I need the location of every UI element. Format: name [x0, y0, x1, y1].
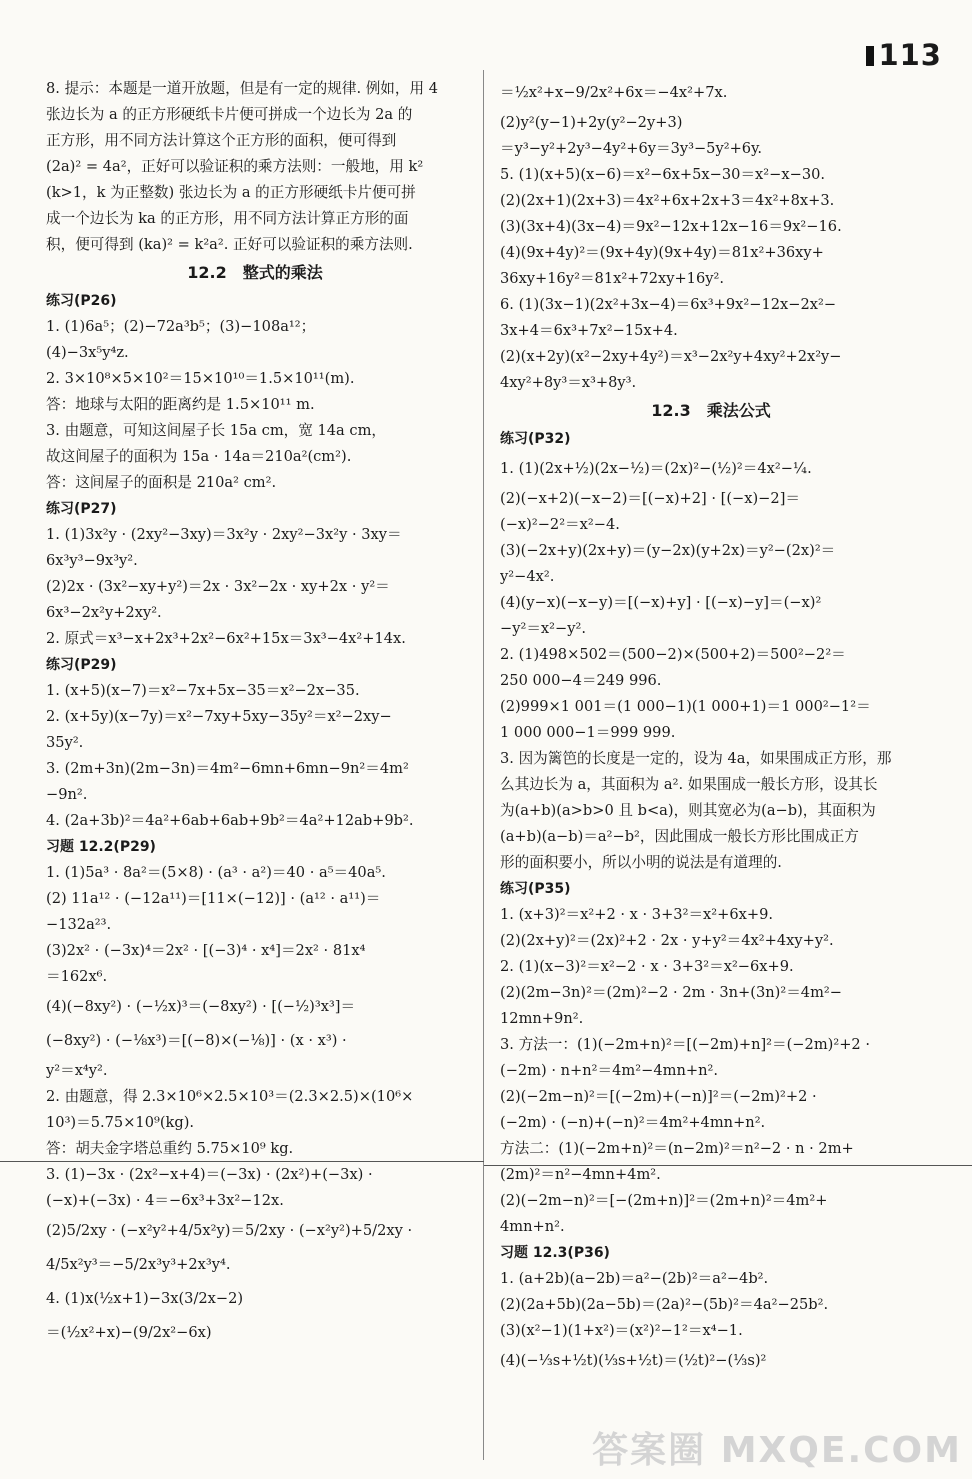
answer-line: −9n².	[46, 786, 88, 803]
right-column	[500, 76, 922, 1378]
answer-line: (−8xy²) · (−⅛x³)＝[(−8)×(−⅛)] · (x · x³) ·	[46, 1032, 347, 1049]
answer-line: (2)y²(y−1)+2y(y²−2y+3)	[500, 114, 683, 131]
answer-line: (2)(−2m−n)²＝[−(2m+n)]²＝(2m+n)²＝4m²+	[500, 1192, 828, 1209]
answer-line: (4)−3x⁵y⁴z.	[46, 344, 129, 361]
answer-line: 正方形，用不同方法计算这个正方形的面积，便可得到	[46, 132, 397, 149]
answer-line: 么其边长为 a，其面积为 a². 如果围成一般长方形，设其长	[500, 776, 878, 793]
answer-line: (a+b)(a−b)＝a²−b²，因此围成一般长方形比围成正方	[500, 828, 859, 845]
answer-line: 3x+4＝6x³+7x²−15x+4.	[500, 322, 678, 339]
answer-line: 方法二：(1)(−2m+n)²＝(n−2m)²＝n²−2 · n · 2m+	[500, 1140, 854, 1157]
answer-line: (2) 11a¹² · (−12a¹¹)＝[11×(−12)] · (a¹² · a¹¹)＝	[46, 890, 381, 907]
answer-line: 8. 提示：本题是一道开放题，但是有一定的规律. 例如，用 4	[46, 80, 439, 97]
answer-line: 12mn+9n².	[500, 1010, 584, 1027]
answer-line: (2)(2x+1)(2x+3)＝4x²+6x+2x+3＝4x²+8x+3.	[500, 192, 835, 209]
answer-line: 答：这间屋子的面积是 210a² cm².	[46, 474, 277, 491]
answer-line: ＝162x⁶.	[46, 968, 108, 985]
answer-line: (3)(−2x+y)(2x+y)＝(y−2x)(y+2x)＝y²−(2x)²＝	[500, 542, 836, 559]
answer-line: 2. (x+5y)(x−7y)＝x²−7xy+5xy−35y²＝x²−2xy−	[46, 708, 392, 725]
answer-line: 2. (1)(x−3)²＝x²−2 · x · 3+3²＝x²−6x+9.	[500, 958, 794, 975]
answer-line: 2. 由题意，得 2.3×10⁶×2.5×10³＝(2.3×2.5)×(10⁶×	[46, 1088, 414, 1105]
answer-line: (2)2x · (3x²−xy+y²)＝2x · 3x²−2x · xy+2x · y²＝	[46, 578, 390, 595]
answer-line: 6. (1)(3x−1)(2x²+3x−4)＝6x³+9x²−12x−2x²−	[500, 296, 837, 313]
answer-line: 4. (2a+3b)²＝4a²+6ab+6ab+9b²＝4a²+12ab+9b².	[46, 812, 414, 829]
answer-line: (4)(−⅓s+½t)(⅓s+½t)＝(½t)²−(⅓s)²	[500, 1352, 767, 1369]
answer-line: 积，便可得到 (ka)² = k²a². 正好可以验证积的乘方法则.	[46, 236, 413, 253]
answer-line: 1. (x+5)(x−7)＝x²−7x+5x−35＝x²−2x−35.	[46, 682, 360, 699]
answer-line: 成一个边长为 ka 的正方形，用不同方法计算正方形的面	[46, 210, 409, 227]
exercise-label: 练习(P35)	[500, 881, 571, 897]
answer-line: 1. (1)6a⁵；(2)−72a³b⁵；(3)−108a¹²；	[46, 318, 316, 335]
answer-line: (−x)²−2²＝x²−4.	[500, 516, 620, 533]
page-marker	[866, 46, 874, 66]
exercise-label: 练习(P27)	[46, 501, 117, 517]
answer-line: (k>1，k 为正整数) 张边长为 a 的正方形硬纸卡片便可拼	[46, 184, 416, 201]
answer-line: (4)(−8xy²) · (−½x)³＝(−8xy²) · [(−½)³x³]＝	[46, 998, 356, 1015]
answer-line: (2)(−x+2)(−x−2)＝[(−x)+2] · [(−x)−2]＝	[500, 490, 800, 507]
answer-line: ＝(½x²+x)−(9/2x²−6x)	[46, 1324, 212, 1341]
exercise-label: 习题 12.3(P36)	[500, 1245, 610, 1261]
answer-line: 形的面积要小，所以小明的说法是有道理的.	[500, 854, 782, 871]
answer-line: 2. 3×10⁸×5×10²＝15×10¹⁰＝1.5×10¹¹(m).	[46, 370, 355, 387]
answer-line: ＝y³−y²+2y³−4y²+6y＝3y³−5y²+6y.	[500, 140, 763, 157]
answer-line: (2)(2a+5b)(2a−5b)＝(2a)²−(5b)²＝4a²−25b².	[500, 1296, 829, 1313]
answer-line: (2)(−2m−n)²＝[(−2m)+(−n)]²＝(−2m)²+2 ·	[500, 1088, 817, 1105]
answer-line: (4)(9x+4y)²＝(9x+4y)(9x+4y)＝81x²+36xy+	[500, 244, 824, 261]
answer-line: 6x³−2x²y+2xy².	[46, 604, 162, 621]
answer-line: 35y².	[46, 734, 84, 751]
answer-line: −y²＝x²−y².	[500, 620, 586, 637]
answer-line: 4xy²+8y³＝x³+8y³.	[500, 374, 637, 391]
answer-line: 3. (2m+3n)(2m−3n)＝4m²−6mn+6mn−9n²＝4m²	[46, 760, 409, 777]
answer-line: 3. 由题意，可知这间屋子长 15a cm，宽 14a cm，	[46, 422, 386, 439]
answer-line: 3. 方法一：(1)(−2m+n)²＝[(−2m)+n]²＝(−2m)²+2 ·	[500, 1036, 870, 1053]
answer-line: 10³)＝5.75×10⁹(kg).	[46, 1114, 195, 1131]
answer-line: 1. (x+3)²＝x²+2 · x · 3+3²＝x²+6x+9.	[500, 906, 774, 923]
answer-line: 3. (1)−3x · (2x²−x+4)＝(−3x) · (2x²)+(−3x) ·	[46, 1166, 373, 1183]
answer-line: 3. 因为篱笆的长度是一定的，设为 4a，如果围成正方形，那	[500, 750, 892, 767]
page-number-text: 113	[878, 38, 942, 72]
answer-line: (2)(2x+y)²＝(2x)²+2 · 2x · y+y²＝4x²+4xy+y².	[500, 932, 834, 949]
answer-line: 2. (1)498×502＝(500−2)×(500+2)＝500²−2²＝	[500, 646, 846, 663]
answer-line: 答：胡夫金字塔总重约 5.75×10⁹ kg.	[46, 1140, 294, 1157]
answer-line: 250 000−4＝249 996.	[500, 672, 662, 689]
answer-line: (−x)+(−3x) · 4＝−6x³+3x²−12x.	[46, 1192, 284, 1209]
exercise-label: 练习(P32)	[500, 431, 571, 447]
answer-line: 5. (1)(x+5)(x−6)＝x²−6x+5x−30＝x²−x−30.	[500, 166, 826, 183]
answer-line: 36xy+16y²＝81x²+72xy+16y².	[500, 270, 724, 287]
section-heading: 12.2 整式的乘法	[187, 263, 323, 282]
answer-line: 1 000 000−1＝999 999.	[500, 724, 676, 741]
answer-line: (2)5/2xy · (−x²y²+4/5x²y)＝5/2xy · (−x²y²)+5/2xy ·	[46, 1222, 413, 1239]
answer-line: (2)(x+2y)(x²−2xy+4y²)＝x³−2x²y+4xy²+2x²y−	[500, 348, 842, 365]
answer-line: 1. (1)5a³ · 8a²＝(5×8) · (a³ · a²)＝40 · a⁵＝40a⁵.	[46, 864, 386, 881]
answer-line: (−2m) · n+n²＝4m²−4mn+n².	[500, 1062, 718, 1079]
answer-line: 1. (1)(2x+½)(2x−½)＝(2x)²−(½)²＝4x²−¼.	[500, 460, 812, 477]
answer-line: 张边长为 a 的正方形硬纸卡片便可拼成一个边长为 2a 的	[46, 106, 413, 123]
exercise-label: 练习(P26)	[46, 293, 117, 309]
answer-line: 4. (1)x(½x+1)−3x(3/2x−2)	[46, 1290, 244, 1307]
answer-line: (2)999×1 001＝(1 000−1)(1 000+1)＝1 000²−1²＝	[500, 698, 871, 715]
exercise-label: 练习(P29)	[46, 657, 117, 673]
answer-line: 6x³y³−9x³y².	[46, 552, 138, 569]
answer-line: 2. 原式＝x³−x+2x³+2x²−6x²+15x＝3x³−4x²+14x.	[46, 630, 406, 647]
section-heading: 12.3 乘法公式	[651, 401, 771, 420]
page-number	[866, 38, 942, 72]
answer-line: 4/5x²y³＝−5/2x³y³+2x³y⁴.	[46, 1256, 231, 1273]
answer-line: 答：地球与太阳的距离约是 1.5×10¹¹ m.	[46, 396, 315, 413]
answer-line: −132a²³.	[46, 916, 112, 933]
answer-line: (4)(y−x)(−x−y)＝[(−x)+y] · [(−x)−y]＝(−x)²	[500, 594, 822, 611]
answer-line: y²＝x⁴y².	[46, 1062, 108, 1079]
answer-line: 1. (1)3x²y · (2xy²−3xy)＝3x²y · 2xy²−3x²y · 3xy＝	[46, 526, 402, 543]
answer-line: 1. (a+2b)(a−2b)＝a²−(2b)²＝a²−4b².	[500, 1270, 769, 1287]
answer-line: (3)2x² · (−3x)⁴＝2x² · [(−3)⁴ · x⁴]＝2x² · 81x⁴	[46, 942, 366, 959]
answer-line: (2)(2m−3n)²＝(2m)²−2 · 2m · 3n+(3n)²＝4m²−	[500, 984, 842, 1001]
answer-line: ＝½x²+x−9/2x²+6x＝−4x²+7x.	[500, 84, 728, 101]
answer-line: (3)(3x+4)(3x−4)＝9x²−12x+12x−16＝9x²−16.	[500, 218, 842, 235]
answer-line: y²−4x².	[500, 568, 555, 585]
answer-line: (2m)²＝n²−4mn+4m².	[500, 1166, 661, 1183]
exercise-label: 习题 12.2(P29)	[46, 839, 156, 855]
left-column	[46, 76, 464, 1350]
answer-line: (−2m) · (−n)+(−n)²＝4m²+4mn+n².	[500, 1114, 766, 1131]
answer-line: (3)(x²−1)(1+x²)＝(x²)²−1²＝x⁴−1.	[500, 1322, 743, 1339]
column-divider	[483, 70, 484, 1460]
watermark: 答案圈 MXQE.COM	[592, 1430, 962, 1471]
answer-line: 为(a+b)(a>b>0 且 b<a)，则其宽必为(a−b)，其面积为	[500, 802, 876, 819]
answer-line: 4mn+n².	[500, 1218, 565, 1235]
answer-line: (2a)² = 4a²，正好可以验证积的乘方法则：一般地，用 k²	[46, 158, 424, 175]
answer-line: 故这间屋子的面积为 15a · 14a＝210a²(cm²).	[46, 448, 352, 465]
